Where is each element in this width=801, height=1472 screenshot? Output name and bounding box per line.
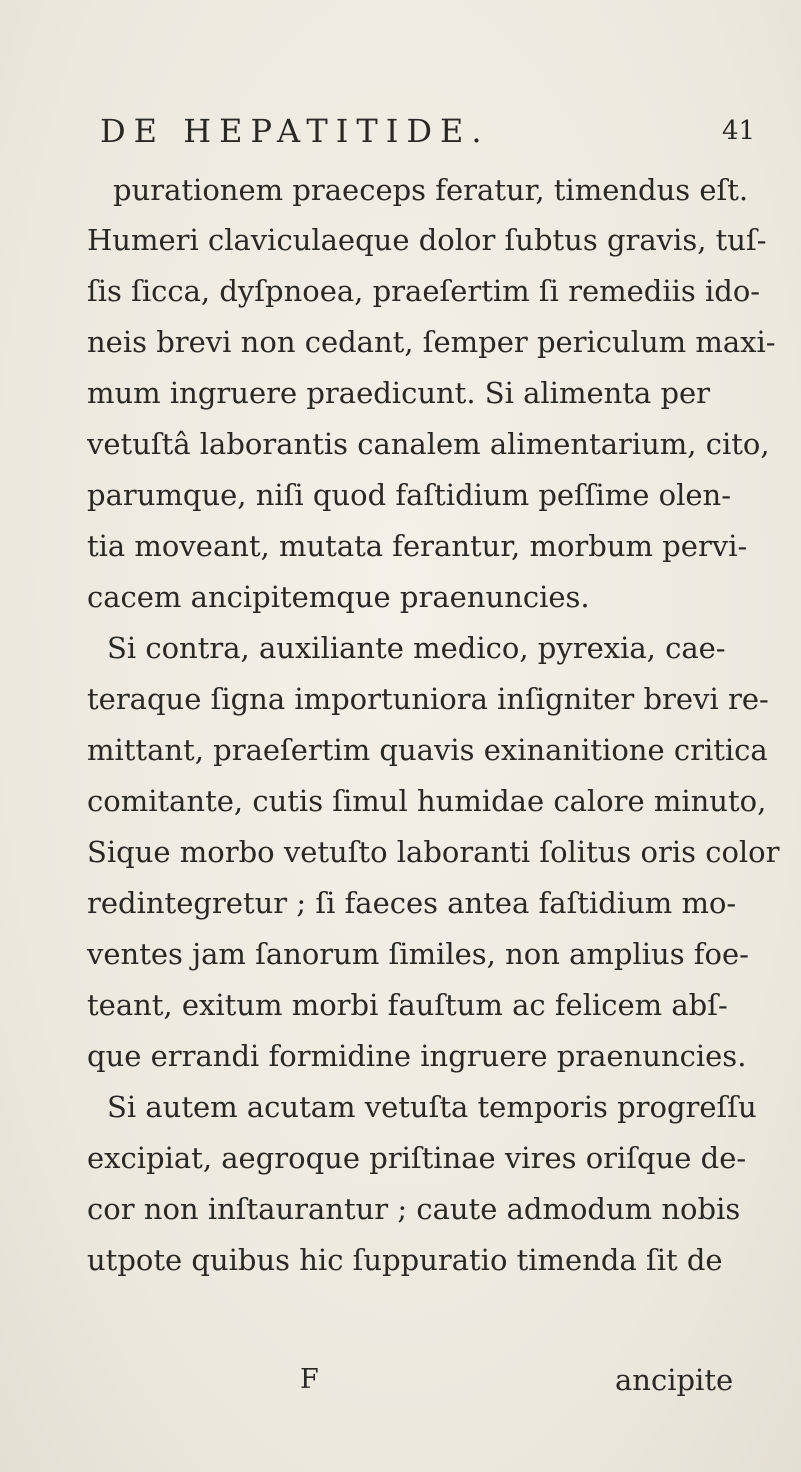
text-line: Sique morbo vetuſto laboranti ſolitus oris color bbox=[87, 835, 780, 869]
text-line: tia moveant, mutata ferantur, morbum pervi- bbox=[87, 529, 748, 563]
text-line: Si contra, auxiliante medico, pyrexia, cae- bbox=[107, 631, 726, 665]
text-line: ventes jam ſanorum ſimiles, non amplius foe- bbox=[87, 937, 749, 971]
text-line: excipiat, aegroque priſtinae vires oriſque de- bbox=[87, 1141, 747, 1175]
signature-mark: F bbox=[300, 1364, 319, 1395]
page-header bbox=[0, 112, 801, 162]
text-line: Humeri claviculaeque dolor ſubtus gravis, tuſ- bbox=[87, 223, 767, 257]
page-footer bbox=[0, 1355, 801, 1405]
text-line: mittant, praeſertim quavis exinanitione critica bbox=[87, 733, 768, 767]
text-line: ſis ſicca, dyſpnoea, praeſertim ſi remediis ido- bbox=[87, 274, 761, 308]
catchword: ancipite bbox=[615, 1363, 734, 1397]
text-line: utpote quibus hic ſuppuratio timenda ſit de bbox=[87, 1243, 723, 1277]
text-line: parumque, niſi quod faſtidium peſſime olen- bbox=[87, 478, 732, 512]
text-line: comitante, cutis ſimul humidae calore minuto, bbox=[87, 784, 767, 818]
text-line: cacem ancipitemque praenuncies. bbox=[87, 580, 590, 614]
text-line: mum ingruere praedicunt. Si alimenta per bbox=[87, 376, 711, 410]
running-head: DE HEPATITIDE. bbox=[100, 112, 490, 150]
text-line: vetuſtâ laborantis canalem alimentarium, cito, bbox=[87, 427, 770, 461]
page-number: 41 bbox=[722, 116, 756, 146]
text-line: teraque ſigna importuniora inſigniter brevi re- bbox=[87, 682, 769, 716]
text-line: teant, exitum morbi fauſtum ac felicem abſ- bbox=[87, 988, 728, 1022]
text-line: neis brevi non cedant, ſemper periculum maxi- bbox=[87, 325, 776, 359]
text-line: Si autem acutam vetuſta temporis progreſſu bbox=[107, 1090, 757, 1124]
text-line: purationem praeceps feratur, timendus eſt. bbox=[113, 173, 749, 207]
text-line: redintegretur ; ſi faeces antea faſtidium mo- bbox=[87, 886, 737, 920]
text-line: cor non inſtaurantur ; caute admodum nobis bbox=[87, 1192, 741, 1226]
text-line: que errandi formidine ingruere praenuncies. bbox=[87, 1039, 747, 1073]
